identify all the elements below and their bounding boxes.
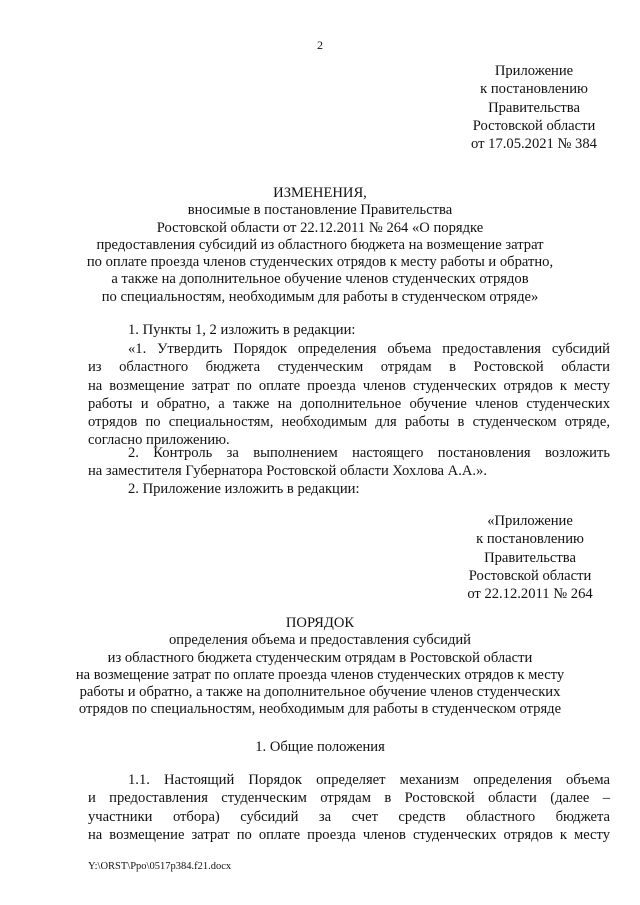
paragraph-line: 2. Приложение изложить в редакции:	[128, 481, 360, 497]
changes-line: а также на дополнительное обучение членов студенческих отрядов	[111, 271, 529, 288]
paragraph-line: 1. Пункты 1, 2 изложить в редакции:	[128, 322, 356, 338]
paragraph-line: «1. Утвердить Порядок определения объема предоставления субсидий	[128, 341, 610, 357]
paragraph-line: 1.1. Настоящий Порядок определяет механизм определения объема	[128, 772, 610, 788]
appendix-line: от 17.05.2021 № 384	[471, 136, 597, 153]
body-paragraph-2	[88, 340, 610, 450]
page-number: 2	[317, 38, 323, 52]
paragraph-line: участники отбора) субсидий за счет средств областного бюджета	[88, 808, 610, 825]
order-line: отрядов по специальностям, необходимым для работы в студенческом отряде	[78, 701, 562, 718]
appendix-line: Ростовской области	[468, 567, 592, 584]
changes-line: Ростовской области от 22.12.2011 № 264 «О порядке	[156, 219, 484, 236]
appendix-line: Правительства	[484, 549, 576, 566]
file-path-footer: Y:\ORST\Ppo\0517p384.f21.docx	[88, 861, 232, 872]
paragraph-line: и предоставления студенческим отрядам в Ростовской области (далее –	[88, 790, 610, 807]
appendix-line: к постановлению	[476, 531, 584, 548]
order-line: работы и обратно, а также на дополнительное обучение членов студенческих	[79, 684, 561, 701]
changes-heading	[60, 184, 580, 305]
body-paragraph-3	[88, 444, 610, 481]
body-paragraph-1	[88, 321, 610, 339]
changes-line: вносимые в постановление Правительства	[187, 202, 453, 219]
appendix-line: от 22.12.2011 № 264	[467, 586, 593, 603]
order-title: ПОРЯДОК	[285, 615, 355, 631]
paragraph-line: на заместителя Губернатора Ростовской области Хохлова А.А.».	[88, 463, 487, 480]
order-line: из областного бюджета студенческим отрядам в Ростовской области	[107, 649, 533, 666]
paragraph-line: работы и обратно, а также на дополнительное обучение членов студенческих	[88, 395, 610, 412]
changes-line: по оплате проезда членов студенческих отрядов к месту работы и обратно,	[86, 254, 554, 271]
paragraph-line: отрядов по специальностям, необходимым для работы в студенческом отряде,	[88, 414, 610, 431]
paragraph-line: на возмещение затрат по оплате проезда членов студенческих отрядов к месту	[88, 826, 610, 843]
order-line: определения объема и предоставления субсидий	[168, 632, 471, 649]
order-line: на возмещение затрат по оплате проезда членов студенческих отрядов к месту	[75, 666, 565, 683]
section-paragraph	[88, 771, 610, 844]
appendix-line: «Приложение	[487, 513, 573, 529]
appendix-line: Ростовской области	[472, 117, 596, 134]
body-paragraph-4	[88, 480, 610, 498]
appendix-line: Правительства	[488, 99, 580, 116]
paragraph-line: на возмещение затрат по оплате проезда членов студенческих отрядов к месту	[88, 377, 610, 394]
appendix-header-1	[424, 62, 640, 153]
changes-line: предоставления субсидий из областного бюджета на возмещение затрат	[96, 236, 544, 253]
order-heading	[60, 614, 580, 718]
appendix-header-2	[420, 512, 640, 603]
appendix-line: к постановлению	[480, 81, 588, 98]
changes-line: по специальностям, необходимым для работы в студенческом отряде»	[101, 288, 539, 305]
paragraph-line: согласно приложению.	[88, 432, 230, 449]
section-title: 1. Общие положения	[255, 739, 385, 755]
paragraph-line: 2. Контроль за выполнением настоящего постановления возложить	[128, 445, 610, 461]
changes-title: ИЗМЕНЕНИЯ,	[273, 185, 367, 201]
appendix-line: Приложение	[494, 63, 574, 79]
paragraph-line: из областного бюджета студенческим отрядам в Ростовской области	[88, 359, 610, 376]
